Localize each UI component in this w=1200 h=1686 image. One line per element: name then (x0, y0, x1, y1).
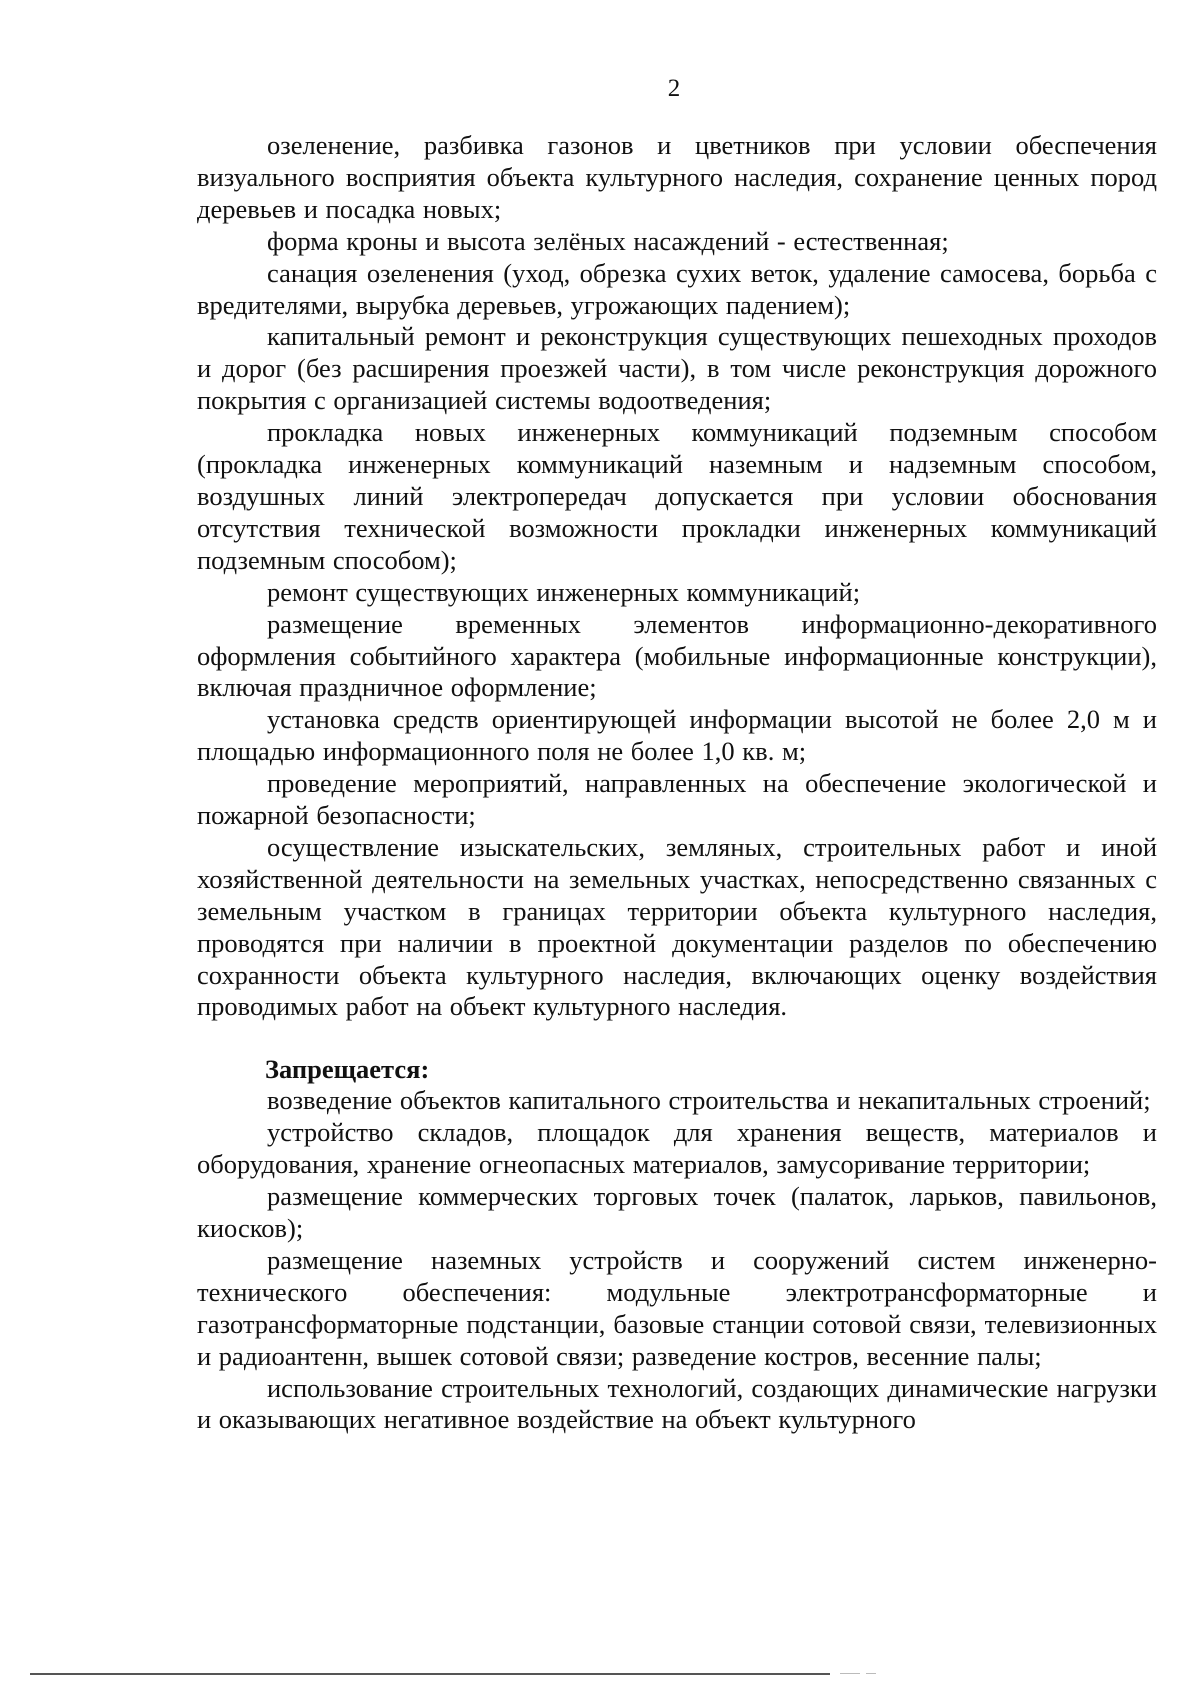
paragraph: озеленение, разбивка газонов и цветников при условии обеспечения визуального восприятия объекта культурного наследия, сохранение ценных пород деревьев и посадка новых; (197, 130, 1157, 224)
forbidden-heading: Запрещается: (265, 1054, 430, 1085)
paragraph: осуществление изыскательских, земляных, строительных работ и иной хозяйственной деятельности на земельных участках, непосредственно связанных с земельным участком в границах территории объекта культурного наследия, проводятся при наличии в проектной документации разделов по обеспечению сохранности объекта культурного наследия, включающих оценку воздействия проводимых работ на объект культурного наследия. (197, 831, 1157, 1022)
scan-edge-dash (840, 1673, 860, 1674)
scan-edge-dash (866, 1673, 876, 1674)
paragraph: прокладка новых инженерных коммуникаций подземным способом (прокладка инженерных коммуникаций наземным и надземным способом, воздушных линий электропередач допускается при условии обоснования отсутствия технической возможности прокладки инженерных коммуникаций подземным способом); (197, 417, 1157, 575)
paragraph: форма кроны и высота зелёных насаждений - естественная; (267, 225, 949, 256)
document-body (197, 130, 1157, 1436)
allowed-section (197, 130, 1157, 1023)
paragraph: размещение временных элементов информационно-декоративного оформления событийного характера (мобильные информационные конструкции), включая праздничное оформление; (197, 608, 1157, 703)
paragraph: санация озеленения (уход, обрезка сухих веток, удаление самосева, борьба с вредителями, вырубка деревьев, угрожающих падением); (197, 257, 1157, 320)
paragraph: устройство складов, площадок для хранения веществ, материалов и оборудования, хранение огнеопасных материалов, замусоривание территории; (197, 1117, 1157, 1180)
forbidden-section (197, 1085, 1157, 1436)
paragraph: ремонт существующих инженерных коммуникаций; (267, 576, 861, 607)
paragraph: капитальный ремонт и реконструкция существующих пешеходных проходов и дорог (без расширения проезжей части), в том числе реконструкция дорожного покрытия с организацией системы водоотведения; (197, 321, 1157, 416)
paragraph: возведение объектов капитального строительства и некапитальных строений; (267, 1085, 1151, 1116)
paragraph: размещение коммерческих торговых точек (палаток, ларьков, павильонов, киосков); (197, 1181, 1157, 1243)
paragraph: установка средств ориентирующей информации высотой не более 2,0 м и площадью информационного поля не более 1,0 кв. м; (197, 704, 1157, 767)
paragraph: проведение мероприятий, направленных на обеспечение экологической и пожарной безопасности; (197, 768, 1157, 831)
page-number: 2 (667, 75, 681, 102)
scan-edge-line (30, 1673, 830, 1675)
paragraph: использование строительных технологий, создающих динамические нагрузки и оказывающих негативное воздействие на объект культурного (197, 1372, 1157, 1435)
paragraph: размещение наземных устройств и сооружений систем инженерно-технического обеспечения: модульные электротрансформаторные и газотрансформаторные подстанции, базовые станции сотовой связи, телевизионных и радиоантенн, вышек сотовой связи; разведение костров, весенние палы; (197, 1244, 1157, 1371)
